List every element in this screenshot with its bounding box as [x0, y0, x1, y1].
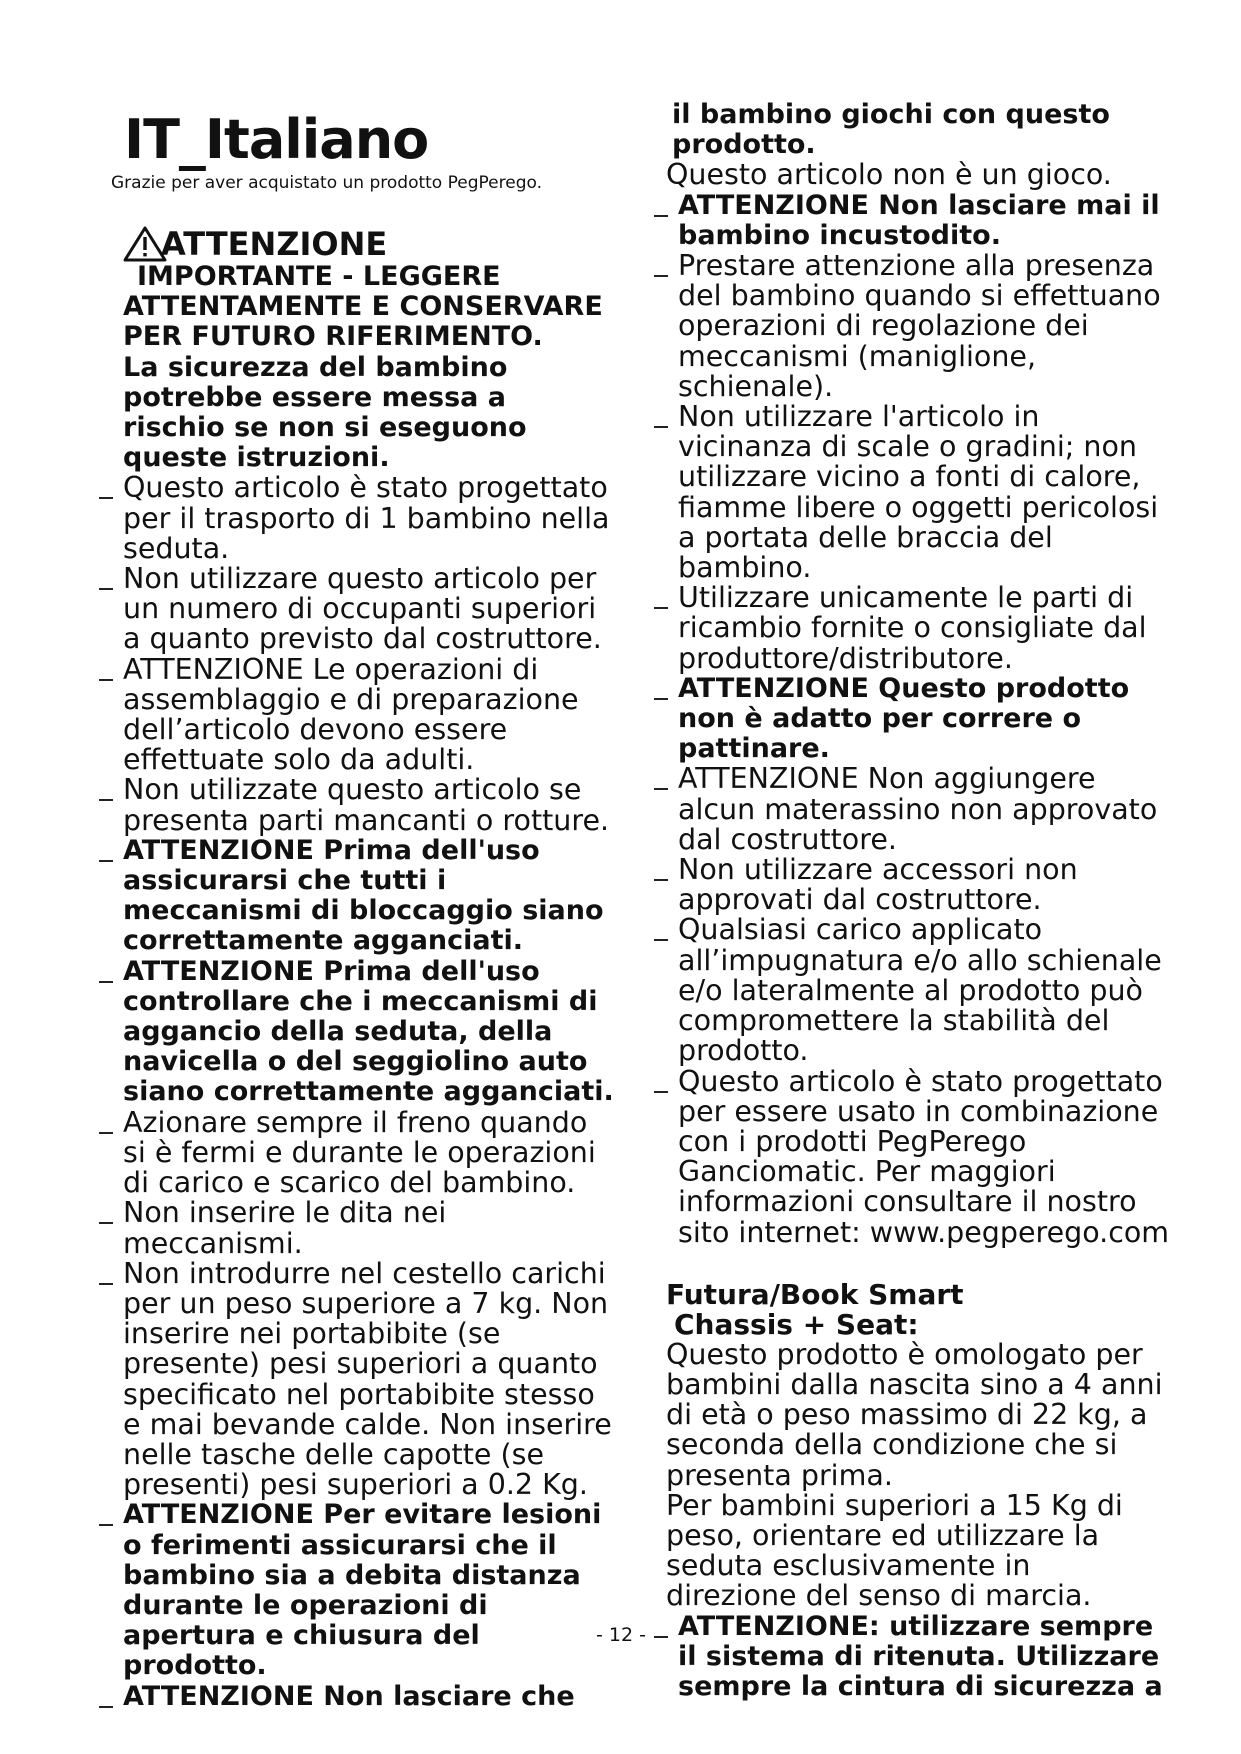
bullet-dash	[95, 1500, 123, 1681]
list-item-text: Non introdurre nel cestello carichi per un peso superiore a 7 kg. Non inserire nei portabibite (se presente) pesi superiori a quanto specificato nel portabibite stesso e mai bevande calde. Non inserire nelle tasche delle capotte (se presenti) pesi superiori a 0.2 Kg.	[123, 1256, 612, 1502]
bullet-dash	[95, 655, 123, 776]
list-item-text: Questo articolo è stato progettato per il trasporto di 1 bambino nella seduta.	[123, 471, 610, 565]
bullet-dash	[95, 1682, 123, 1712]
section-title	[666, 1277, 1170, 1341]
list-item	[95, 1500, 615, 1681]
list-item-text: ATTENZIONE Non lasciare che	[123, 1680, 575, 1712]
list-item-text: ATTENZIONE Non lasciare mai il bambino incustodito.	[678, 189, 1160, 251]
bullet-dash	[650, 583, 678, 674]
bullet-dash	[95, 1198, 123, 1258]
section-title-line1: Futura/Book Smart	[666, 1277, 964, 1311]
bullet-dash	[95, 957, 123, 1108]
list-item-text: Azionare sempre il freno quando si è fermi e durante le operazioni di carico e scarico del bambino.	[123, 1105, 596, 1200]
list-item-text: ATTENZIONE Le operazioni di assemblaggio e di preparazione dell’articolo devono essere effettuate solo da adulti.	[123, 652, 579, 777]
list-item	[95, 775, 615, 835]
list-item	[650, 855, 1170, 915]
list-item-text: Utilizzare unicamente le parti di ricambio fornite o consigliate dal produttore/distributore.	[678, 581, 1147, 675]
right-warning-list	[650, 191, 1170, 1248]
list-item-text: Non utilizzate questo articolo se presenta parti mancanti o rotture.	[123, 773, 610, 837]
bullet-dash	[650, 1612, 678, 1703]
list-item-text: ATTENZIONE Prima dell'uso assicurarsi che tutti i meccanismi di bloccaggio siano correttamente agganciati.	[123, 834, 604, 957]
list-item	[95, 1105, 615, 1200]
list-item-text: ATTENZIONE Per evitare lesioni o ferimenti assicurarsi che il bambino sia a debita distanza durante le operazioni di apertura e chiusura del prodotto.	[123, 1499, 602, 1682]
section-paragraph-1: Questo prodotto è omologato per bambini dalla nascita sino a 4 anni di età o peso massimo di 22 kg, a seconda della condizione che si presenta prima.	[666, 1337, 1163, 1492]
list-item-text: Questo articolo è stato progettato per essere usato in combinazione con i prodotti PegPerego Ganciomatic. Per maggiori informazioni consultare il nostro sito internet: www.pegperego.com	[678, 1064, 1170, 1249]
important-notice: IMPORTANTE - LEGGERE ATTENTAMENTE E CONSERVARE PER FUTURO RIFERIMENTO.	[123, 261, 603, 353]
list-item	[650, 251, 1170, 402]
bullet-dash	[95, 564, 123, 655]
list-item-text: Non inserire le dita nei meccanismi.	[123, 1196, 447, 1260]
list-item	[650, 764, 1170, 855]
list-item-text: Prestare attenzione alla presenza del bambino quando si effettuano operazioni di regolazione dei meccanismi (maniglione, schienale).	[678, 249, 1161, 403]
page-title: IT_Italiano	[124, 108, 429, 171]
bullet-dash	[95, 1108, 123, 1199]
list-item	[650, 915, 1170, 1066]
section-paragraph-2: Per bambini superiori a 15 Kg di peso, orientare ed utilizzare la seduta esclusivamente in direzione del senso di marcia.	[666, 1488, 1123, 1613]
list-item-text: ATTENZIONE Non aggiungere alcun materassino non approvato dal costruttore.	[678, 762, 1158, 856]
list-item	[95, 1198, 615, 1258]
left-warning-list	[95, 473, 615, 1711]
list-item	[95, 564, 615, 655]
not-a-toy-note: Questo articolo non è un gioco.	[666, 158, 1112, 192]
list-item	[95, 1682, 615, 1712]
left-column	[95, 222, 615, 1712]
final-warning: ATTENZIONE: utilizzare sempre il sistema di ritenuta. Utilizzare sempre la cintura di sicurezza a	[678, 1610, 1163, 1702]
list-item	[95, 836, 615, 957]
bullet-dash	[95, 836, 123, 957]
intro-text: Grazie per aver acquistato un prodotto PegPerego.	[111, 173, 542, 193]
list-item-text: ATTENZIONE Prima dell'uso controllare che i meccanismi di aggancio della seduta, della navicella o del seggiolino auto siano correttamente agganciati.	[123, 955, 614, 1108]
bullet-dash	[650, 251, 678, 402]
bullet-dash	[95, 473, 123, 564]
list-item	[650, 1064, 1170, 1249]
list-item	[650, 674, 1170, 765]
bullet-dash	[95, 775, 123, 835]
right-column	[650, 100, 1170, 1702]
bullet-dash	[650, 855, 678, 915]
list-item	[95, 1256, 615, 1502]
bullet-dash	[650, 191, 678, 251]
continued-warning: il bambino giochi con questo prodotto.	[672, 99, 1110, 161]
section-title-line2: Chassis + Seat:	[674, 1307, 919, 1341]
list-item	[650, 1612, 1170, 1703]
warning-label: ATTENZIONE	[161, 225, 388, 263]
list-item-text: Non utilizzare questo articolo per un numero di occupanti superiori a quanto previsto dal costruttore.	[123, 562, 602, 656]
page-number: - 12 -	[596, 1624, 646, 1646]
bullet-dash	[95, 1259, 123, 1501]
list-item	[650, 583, 1170, 674]
bullet-dash	[650, 402, 678, 583]
list-item	[95, 473, 615, 564]
bullet-dash	[650, 915, 678, 1066]
list-item-text: Non utilizzare l'articolo in vicinanza di scale o gradini; non utilizzare vicino a fonti di calore, fiamme libere o oggetti pericolosi a portata delle braccia del bambino.	[678, 400, 1159, 585]
bullet-dash	[650, 674, 678, 765]
list-item	[95, 652, 615, 777]
list-item	[650, 191, 1170, 251]
list-item	[650, 402, 1170, 583]
list-item-text: ATTENZIONE Questo prodotto non è adatto per correre o pattinare.	[678, 672, 1130, 765]
warning-heading	[123, 222, 615, 262]
safety-notice: La sicurezza del bambino potrebbe essere messa a rischio se non si eseguono queste istruzioni.	[123, 351, 527, 474]
bullet-dash	[650, 764, 678, 855]
list-item	[95, 957, 615, 1108]
list-item-text: Non utilizzare accessori non approvati dal costruttore.	[678, 853, 1078, 917]
bullet-dash	[650, 1067, 678, 1248]
list-item-text: Qualsiasi carico applicato all’impugnatura e/o allo schienale e/o lateralmente al prodotto può compromettere la stabilità del prodotto.	[678, 913, 1162, 1068]
